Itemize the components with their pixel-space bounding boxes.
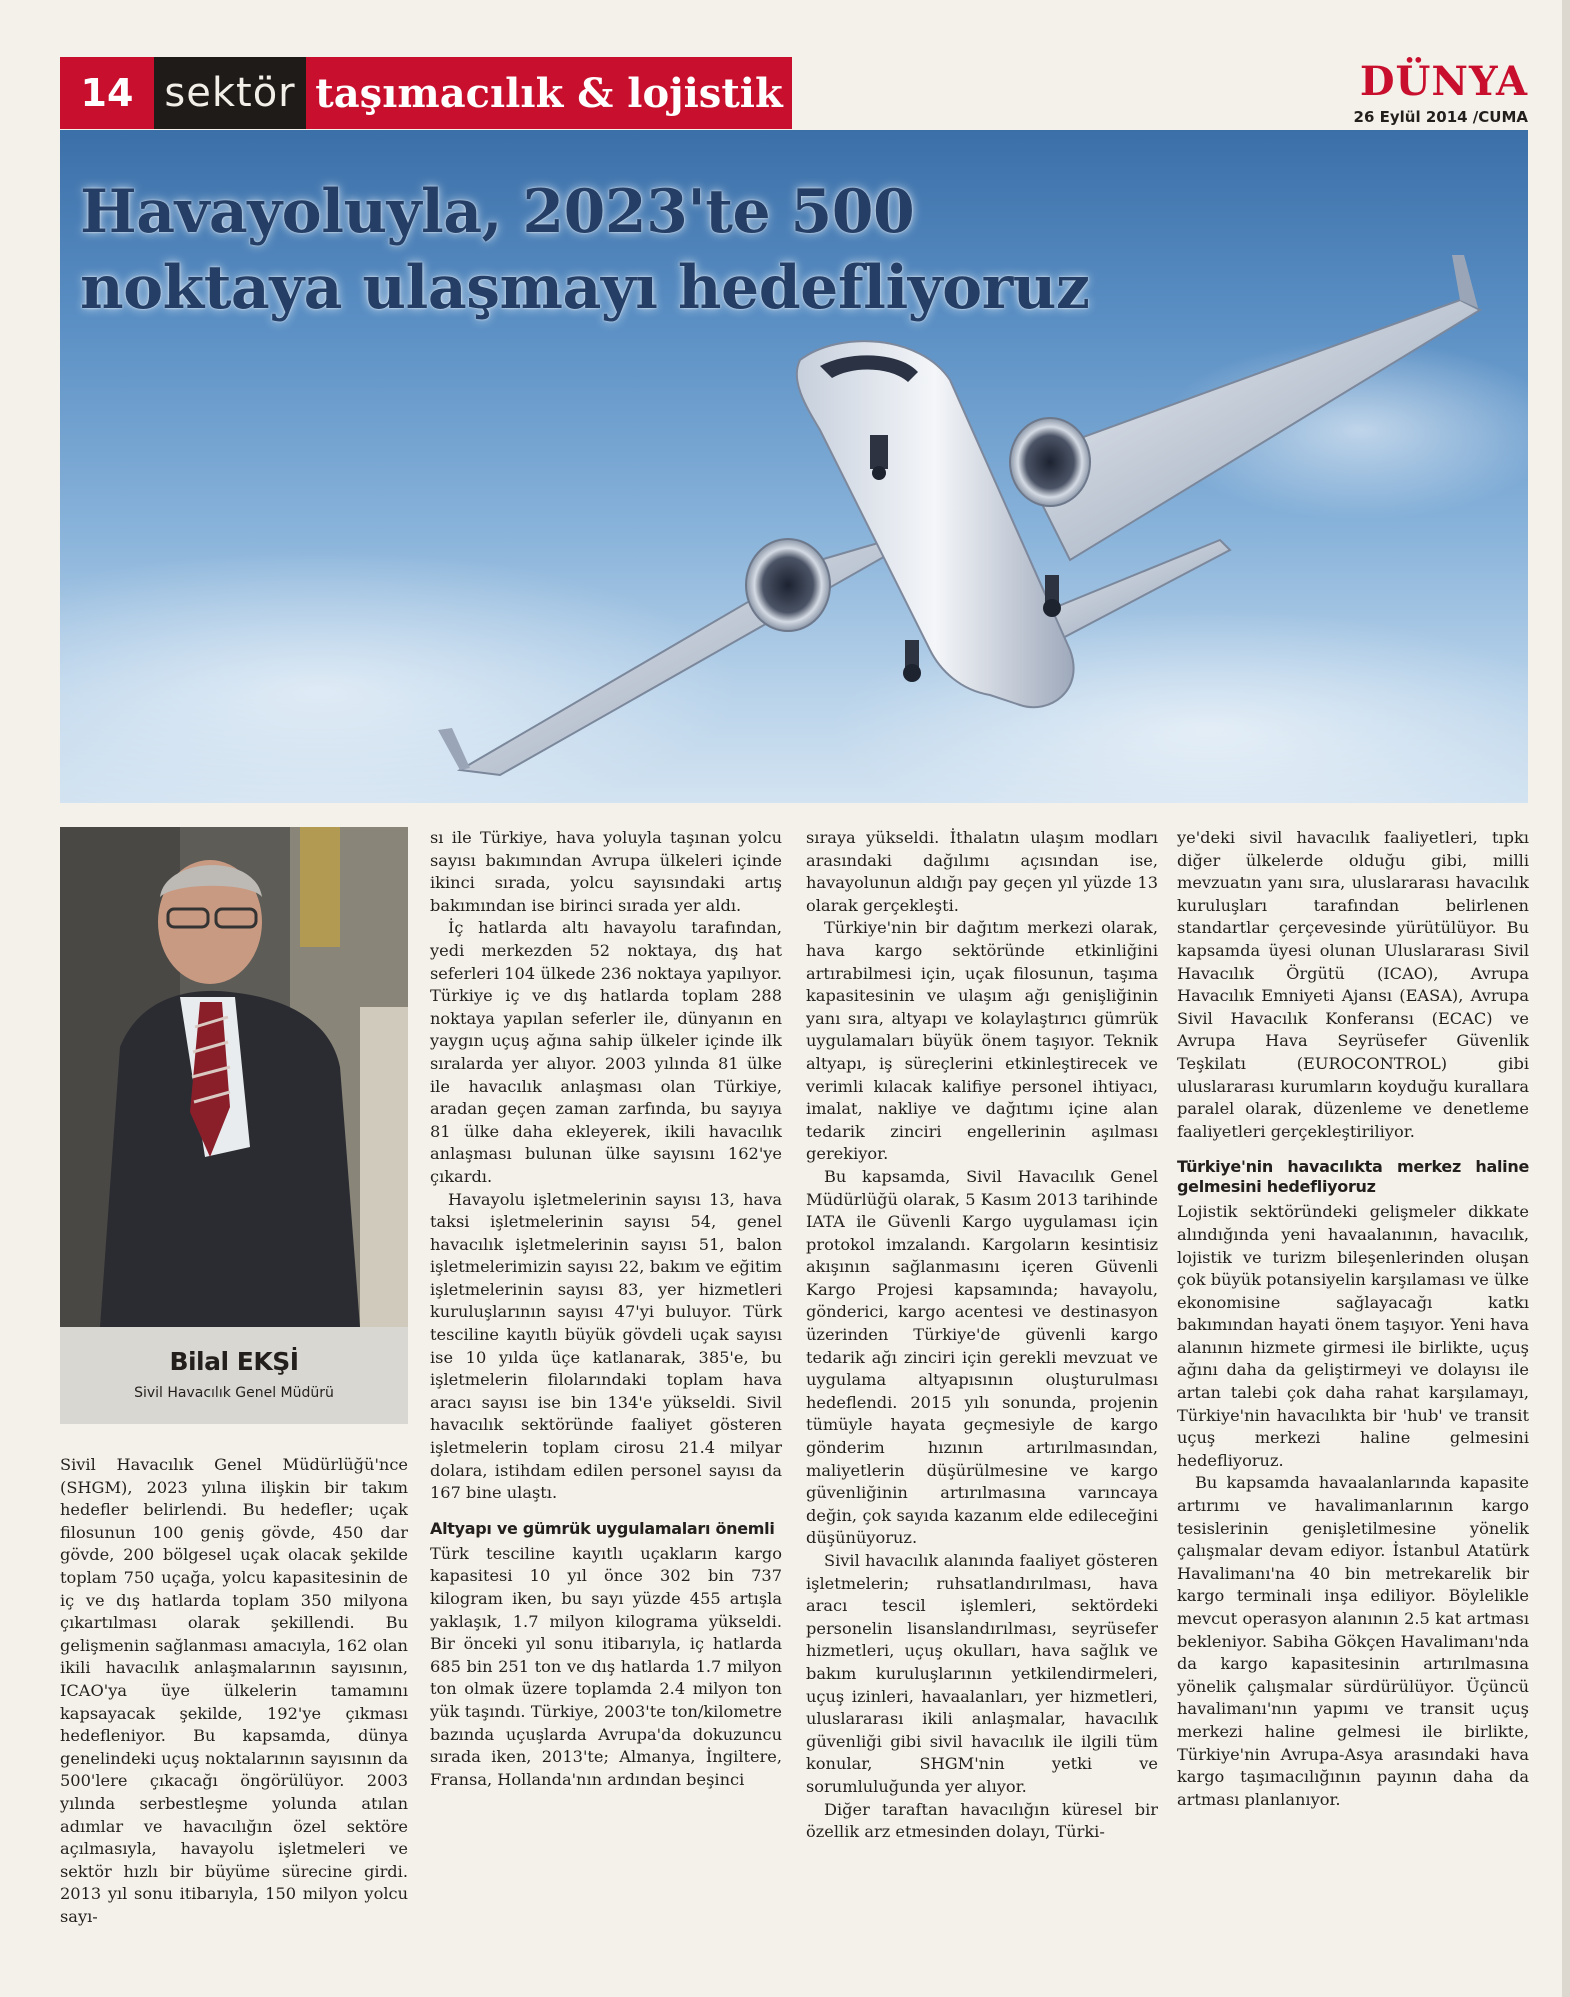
paragraph: Türkiye'nin bir dağıtım merkezi olarak, hava kargo sektöründe etkinliğini artırabilmesi için, uçak filosunun, taşıma kapasitesinin ve ulaşım ağı genişliğinin yanı sıra, altyapı ve kolaylaştırıcı gümrük uygulamaları büyük önem taşıyor. Teknik altyapı, iş süreçlerini etkinleştirecek ve verimli kılacak kalifiye personel ihtiyacı, imalat, nakliye ve dağıtımı içine alan tedarik zinciri engellerinin aşılması gerekiyor. — [806, 918, 1158, 1164]
subheading-infrastructure: Altyapı ve gümrük uygulamaları önemli — [430, 1518, 775, 1538]
article-column-1 — [60, 1454, 408, 1928]
masthead — [1353, 58, 1528, 126]
headline-line-1: Havayoluyla, 2023'te 500 — [80, 177, 915, 247]
page-header — [60, 57, 792, 129]
category-label: sektör — [154, 57, 306, 129]
page-edge — [1562, 0, 1570, 1997]
paragraph: Havayolu işletmelerinin sayısı 13, hava taksi işletmelerinin sayısı 54, genel havacılık işletmelerinin sayısı 51, balon işletmelerimizin sayısı 22, bakım ve eğitim işletmelerinin sayısı 83, yer hizmetleri kuruluşlarının sayısı 47'yi buluyor. Türk tesciline kayıtlı büyük gövdeli uçak sayısı ise 10 yılda üçe katlanarak, 385'e, bu işletmelerin filolarındaki toplam hava aracı sayısı ise bin 134'e yükseldi. Sivil havacılık sektöründe faaliyet gösteren işletmelerin toplam cirosu 21.4 milyar dolara, istihdam edilen personel sayısı da 167 bine ulaştı. — [430, 1189, 782, 1503]
paragraph: Diğer taraftan havacılığın küresel bir özellik arz etmesinden dolayı, Türki- — [806, 1799, 1158, 1842]
subheading-hub: Türkiye'nin havacılıkta merkez haline gelmesini hedefliyoruz — [1177, 1157, 1529, 1197]
paragraph: sıraya yükseldi. İthalatın ulaşım modları arasındaki dağılımı açısından ise, havayolunun aldığı pay geçen yıl yüzde 13 olarak gerçekleşti. — [806, 828, 1158, 915]
paragraph: ye'deki sivil havacılık faaliyetleri, tıpkı diğer ülkelerde olduğu gibi, milli mevzuatın yanı sıra, uluslararası havacılık kuruluşları tarafından belirlenen standartlar çerçevesinde yürütülüyor. Bu kapsamda üyesi olunan Uluslararası Sivil Havacılık Örgütü (ICAO), Avrupa Havacılık Emniyeti Ajansı (EASA), Avrupa Sivil Havacılık Konferansı (ECAC) ve Avrupa Hava Seyrüsefer Güvenlik Teşkilatı (EUROCONTROL) gibi uluslararası kurumların koyduğu kurallara paralel olarak, düzenleme ve denetleme faaliyetleri gerçekleştiriliyor. — [1177, 828, 1529, 1141]
person-name: Bilal EKŞİ — [169, 1347, 299, 1376]
person-illustration — [60, 827, 408, 1327]
headline — [80, 174, 1089, 326]
newspaper-logo: DÜNYA — [1359, 58, 1528, 105]
article-column-4 — [1177, 827, 1529, 1811]
hero-photo — [60, 130, 1528, 803]
person-title: Sivil Havacılık Genel Müdürü — [134, 1385, 334, 1401]
paragraph: Sivil Havacılık Genel Müdürlüğü'nce (SHGM), 2023 yılına ilişkin bir takım hedefler belirlendi. Bu hedefler; uçak filosunun 100 geniş gövde, 450 dar gövde, 200 bölgesel uçak olacak şekilde toplam 750 uçağa, yolcu kapasitesinin de iç ve dış hatlarda toplam 350 milyona çıkartılması olarak şekillendi. Bu gelişmenin sağlanması amacıyla, 162 olan ikili havacılık anlaşmalarının sayısının, ICAO'ya üye ülkelerin tamamını kapsayacak şekilde, 192'ye çıkması hedefleniyor. Bu kapsamda, dünya genelindeki uçuş noktalarının sayısının da 500'lere çıkacağı öngörülüyor. 2003 yılında serbestleşme yolunda atılan adımlar ve havacılığın özel sektöre açılmasıyla, havayolu işletmeleri ve sektör hızlı bir büyüme sürecine girdi. 2013 yıl sonu itibarıyla, 150 milyon yolcu sayı- — [60, 1455, 408, 1926]
paragraph: Lojistik sektöründeki gelişmeler dikkate alındığında yeni havaalanının, havacılık, lojistik ve turizm bileşenlerinden oluşan çok büyük potansiyelin karşılaması ve ülke ekonomisine sağlayacağı katkı bakımından hayati önem taşıyor. Yeni hava alanının hizmete girmesi ile birlikte, uçuş ağını daha da geliştirmeyi ve dolayısı ile artan talebi çok daha rahat karşılamayı, Türkiye'nin havacılıkta bir 'hub' ve transit uçuş merkezi haline gelmesini hedefliyoruz. — [1177, 1202, 1529, 1470]
paragraph: Bu kapsamda havaalanlarında kapasite artırımı ve havalimanlarının kargo tesislerinin genişletilmesine yönelik çalışmalar devam ediyor. İstanbul Atatürk Havalimanı'na 40 bin metrekarelik bir kargo terminali inşa ediliyor. Böylelikle mevcut operasyon alanının 2.5 kat artması bekleniyor. Sabiha Gökçen Havalimanı'nda da kargo kapasitesinin artırılmasına yönelik çalışmalar sürdürülüyor. Üçüncü havalimanı'nın yapımı ve transit uçuş merkezi haline gelmesi ile birlikte, Türkiye'nin Avrupa-Asya arasındaki hava kargo taşımacılığının payının daha da artması planlanıyor. — [1177, 1473, 1529, 1809]
page-number: 14 — [60, 57, 154, 129]
paragraph: Sivil havacılık alanında faaliyet gösteren işletmelerin; ruhsatlandırılması, hava aracı tescil işlemleri, sektördeki personelin lisanslandırılması, seyrüsefer hizmetleri, uçuş okulları, hava sağlık ve bakım kuruluşlarının yetkilendirmeleri, uçuş izinleri, havaalanları, yer hizmetleri, uluslararası ikili anlaşmalar, havacılık güvenliği gibi sivil havacılık ile ilgili tüm konular, SHGM'nin yetki ve sorumluluğunda yer alıyor. — [806, 1551, 1158, 1796]
paragraph: Bu kapsamda, Sivil Havacılık Genel Müdürlüğü olarak, 5 Kasım 2013 tarihinde IATA ile Güvenli Kargo uygulaması için protokol imzalandı. Kargoların kesintisiz akışının sağlanmasını içeren Güvenli Kargo Projesi kapsamında; havayolu, gönderici, kargo acentesi ve destinasyon üzerinden Türkiye'de güvenli kargo tedarik ağı zinciri için gerekli mevzuat ve uygulama altyapısının oluşturulması hedeflendi. 2015 yılı sonunda, projenin tümüyle hayata geçmesiyle de kargo gönderim hızının artırılmasından, maliyetlerin düşürülmesine ve kargo güvenliğinin artırılmasına varıncaya değin, çok sayıda kazanım elde edileceğini düşünüyoruz. — [806, 1166, 1158, 1548]
headline-line-2: noktaya ulaşmayı hedefliyoruz — [80, 253, 1090, 323]
paragraph: Türk tesciline kayıtlı uçakların kargo kapasitesi 10 yıl önce 302 bin 737 kilogram iken, bu sayı yüzde 455 artışla yaklaşık, 1.7 milyon kilograma yükseldi. Bir önceki yıl sonu itibarıyla, iç hatlarda 685 bin 251 ton ve dış hatlarda 1.7 milyon ton olmak üzere toplamda 2.4 milyon ton yük taşındı. Türkiye, 2003'te ton/kilometre bazında uçuşlarda Avrupa'da dokuzuncu sırada iken, 2013'te; Almanya, İngiltere, Fransa, Hollanda'nın ardından beşinci — [430, 1543, 782, 1789]
article-column-2 — [430, 827, 782, 1791]
issue-date: 26 Eylül 2014 /CUMA — [1353, 108, 1528, 126]
portrait-photo — [60, 827, 408, 1327]
section-title: taşımacılık & lojistik — [306, 57, 792, 129]
paragraph: sı ile Türkiye, hava yoluyla taşınan yolcu sayısı bakımından Avrupa ülkeleri içinde ikinci sırada, yolcu sayısındaki artış bakımından ise birinci sırada yer aldı. — [430, 828, 782, 915]
paragraph: İç hatlarda altı havayolu tarafından, yedi merkezden 52 noktaya, dış hat seferleri 104 ülkede 236 noktaya yapılıyor. Türkiye iç ve dış hatlarda toplam 288 noktaya yapılan seferler ile, dünyanın en yaygın uçuş ağına sahip ülkeler içinde ilk sıralarda yer alıyor. 2003 yılında 81 ülke ile havacılık anlaşması olan Türkiye, aradan geçen zaman zarfında, bu sayıya 81 ülke daha ekleyerek, ikili havacılık anlaşması bulunan ülke sayısını 162'ye çıkardı. — [430, 918, 782, 1186]
article-column-3 — [806, 827, 1158, 1844]
portrait-caption — [60, 1327, 408, 1424]
